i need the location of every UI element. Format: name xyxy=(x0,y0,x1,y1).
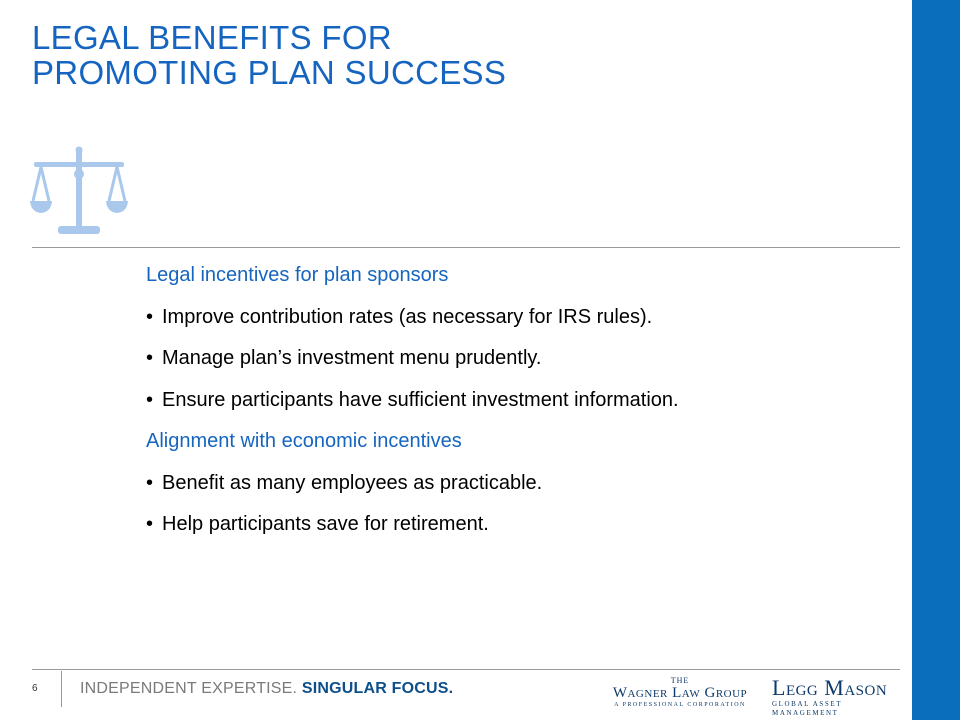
bullet-icon: • xyxy=(146,471,154,494)
list-item xyxy=(146,387,906,413)
bullet-icon: • xyxy=(146,305,154,328)
section-heading-economic-incentives: Alignment with economic incentives xyxy=(146,430,462,452)
legg-mason-logo-name: Legg Mason xyxy=(772,675,888,700)
list-item xyxy=(146,345,906,371)
bullet-text: Ensure participants have sufficient investment information. xyxy=(162,388,679,411)
list-item xyxy=(146,304,906,330)
legg-mason-logo xyxy=(772,676,902,716)
bullet-text: Benefit as many employees as practicable. xyxy=(162,471,543,494)
legg-mason-logo-subtitle: GLOBAL ASSET MANAGEMENT xyxy=(772,700,842,717)
wagner-logo-name: Wagner Law Group xyxy=(612,685,748,701)
bullet-text: Manage plan’s investment menu prudently. xyxy=(162,347,542,369)
tagline-regular: INDEPENDENT EXPERTISE. xyxy=(80,680,298,697)
page-number: 6 xyxy=(32,683,38,694)
slide-title xyxy=(32,20,892,90)
bullet-icon: • xyxy=(146,347,154,369)
right-accent-bar xyxy=(912,0,960,720)
slide-content xyxy=(146,262,906,553)
footer-divider xyxy=(32,669,900,670)
title-line-1: LEGAL BENEFITS FOR xyxy=(32,19,392,56)
bullet-text: Help participants save for retirement. xyxy=(162,513,489,535)
tagline-bold: SINGULAR FOCUS. xyxy=(301,680,454,697)
list-item xyxy=(146,470,906,496)
wagner-law-group-logo xyxy=(600,676,760,716)
section-heading-legal-incentives: Legal incentives for plan sponsors xyxy=(146,264,449,286)
bullet-icon: • xyxy=(146,513,154,535)
bullet-text: Improve contribution rates (as necessary for IRS rules). xyxy=(162,305,653,328)
title-line-2: PROMOTING PLAN SUCCESS xyxy=(32,54,507,91)
bullet-icon: • xyxy=(146,388,154,411)
footer-vertical-divider xyxy=(61,671,62,707)
scales-of-justice-icon xyxy=(30,146,132,238)
footer-tagline xyxy=(80,680,453,698)
list-item xyxy=(146,511,906,537)
wagner-logo-the: THE xyxy=(670,676,690,685)
header-divider xyxy=(32,247,900,248)
wagner-logo-subtitle: A PROFESSIONAL CORPORATION xyxy=(614,702,746,708)
